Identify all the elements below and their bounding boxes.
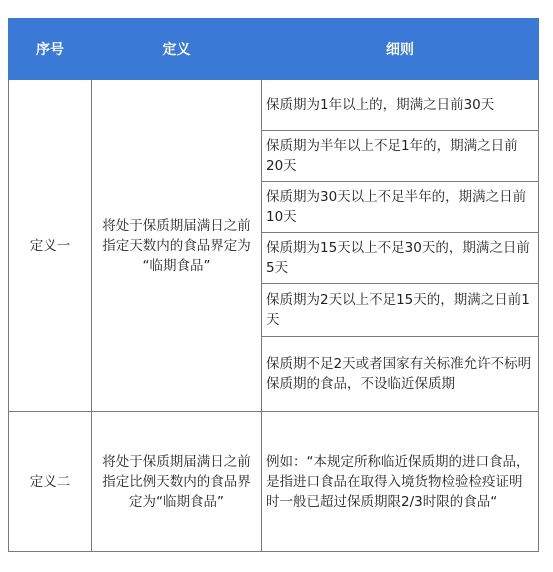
food-expiry-table bbox=[8, 18, 539, 552]
row-1-detail-1: 保质期为1年以上的，期满之日前30天 bbox=[262, 80, 539, 131]
row-1-serial: 定义一 bbox=[9, 80, 92, 412]
row-1-detail-5: 保质期为2天以上不足15天的，期满之日前1天 bbox=[262, 284, 539, 337]
table-row bbox=[9, 80, 539, 131]
header-serial: 序号 bbox=[9, 19, 92, 80]
header-definition: 定义 bbox=[92, 19, 262, 80]
table-row bbox=[9, 412, 539, 552]
row-1-detail-6: 保质期不足2天或者国家有关标准允许不标明保质期的食品，不设临近保质期 bbox=[262, 337, 539, 412]
header-row bbox=[9, 19, 539, 80]
row-2-definition: 将处于保质期届满日之前指定比例天数内的食品界定为“临期食品” bbox=[92, 412, 262, 552]
row-2-serial: 定义二 bbox=[9, 412, 92, 552]
row-1-detail-3: 保质期为30天以上不足半年的，期满之日前10天 bbox=[262, 182, 539, 233]
row-1-definition: 将处于保质期届满日之前指定天数内的食品界定为 “临期食品” bbox=[92, 80, 262, 412]
header-details: 细则 bbox=[262, 19, 539, 80]
row-1-detail-2: 保质期为半年以上不足1年的，期满之日前20天 bbox=[262, 131, 539, 182]
row-1-detail-4: 保质期为15天以上不足30天的，期满之日前5天 bbox=[262, 233, 539, 284]
row-2-detail-1: 例如：“本规定所称临近保质期的进口食品，是指进口食品在取得入境货物检验检疫证明时一般已超过保质期限2/3时限的食品“ bbox=[262, 412, 539, 552]
